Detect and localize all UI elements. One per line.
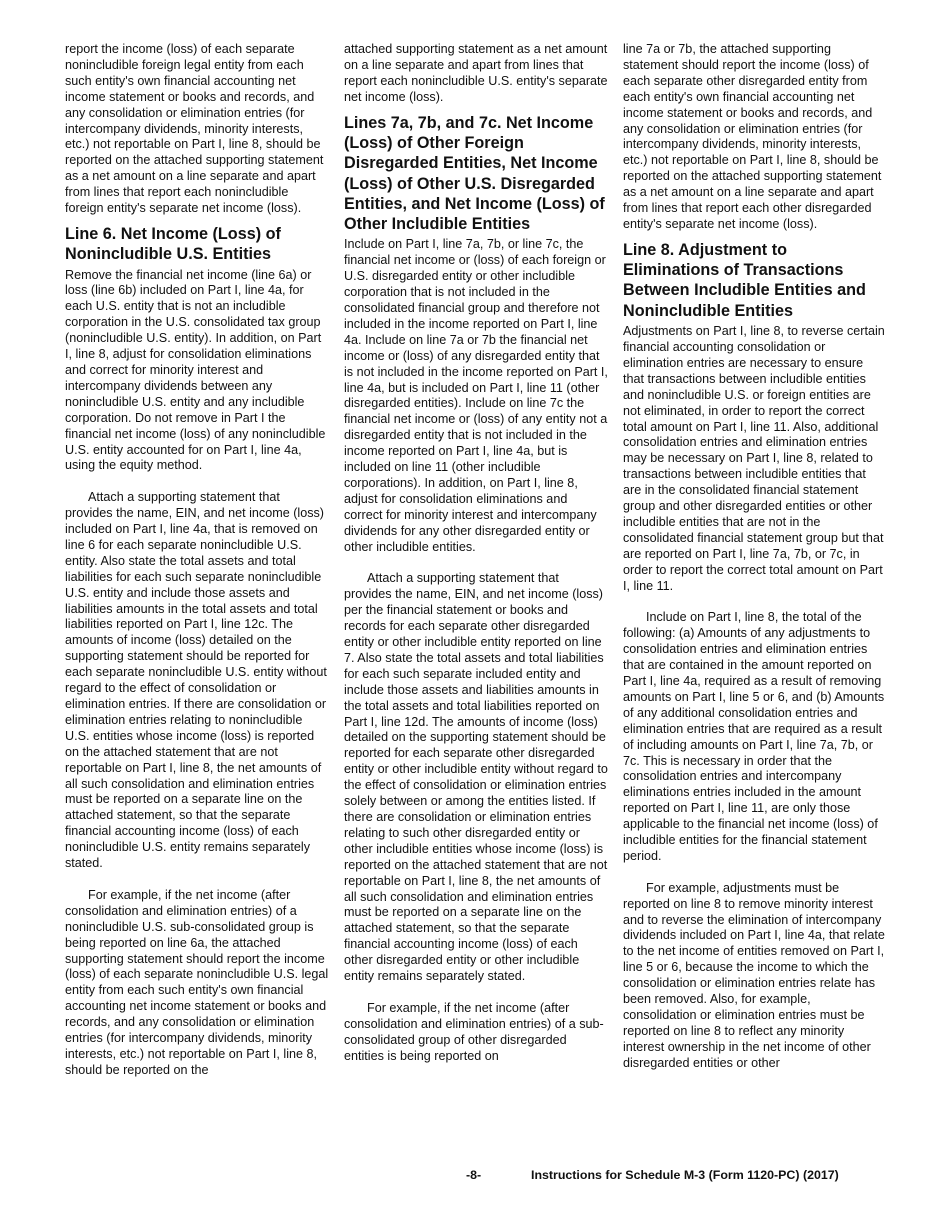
paragraph: attached supporting statement as a net amount on a line separate and apart from lines that report each nonincludible U.S. entity's separate net income (loss). xyxy=(344,42,608,104)
column-2 xyxy=(344,42,608,1065)
paragraph: Adjustments on Part I, line 8, to reverse certain financial accounting consolidation or elimination entries are necessary to ensure that transactions between includible entities and nonincludible U.S. or foreign entities are not eliminated, in order to report the correct total amount on Part I, line 11. Also, additional consolidation entries and elimination entries may be necessary on Part I, line 8, related to transactions between includible entities that are in the consolidated financial statement group and other disregarded entities or other includible entities that are not in the consolidated financial statement group but that are reported on Part I, line 7a, 7b, or 7c, in order to report the correct total amount on Part I, line 11. xyxy=(623,324,885,593)
paragraph: For example, if the net income (after consolidation and elimination entries) of a sub-consolidated group of other disregarded entities is being reported on xyxy=(344,1000,604,1063)
paragraph: report the income (loss) of each separate nonincludible foreign legal entity from each such entity's own financial accounting net income statement or books and records, and any consolidation or elimination entries (for intercompany dividends, minority interests, etc.) not reportable on Part I, line 8, should be reported on the attached supporting statement as a net amount on a line separate and apart from lines that report each nonincludible foreign entity's separate net income (loss). xyxy=(65,42,324,216)
page-number: -8- xyxy=(466,1168,482,1182)
paragraph: Include on Part I, line 7a, 7b, or line 7c, the financial net income or (loss) of each foreign or U.S. disregarded entity or other includible corporation that is not included in the consolidated financial group and therefore not included in the income reported on Part I, line 4a. Include on line 7a or 7b the financial net income or (loss) of any disregarded entity that is not included in the income reported on Part I, line 4a, but is included on Part I, line 11 (other disregarded entities). Include on line 7c the financial net income or (loss) of any entity not a disregarded entity that is not included in the income reported on Part I, line 4a, but is included on line 11 (other includible corporations). In addition, on Part I, line 8, adjust for consolidation eliminations and correct for minority interest and intercompany dividends for any other disregarded entity or other includible entities. xyxy=(344,237,608,554)
section-heading-line-8: Line 8. Adjustment to Eliminations of Transactions Between Includible Entities and Nonincludible Entities xyxy=(623,240,866,320)
section-heading-lines-7a-7b-7c: Lines 7a, 7b, and 7c. Net Income (Loss) of Other Foreign Disregarded Entities, Net Income (Loss) of Other U.S. Disregarded Entities, and Net Income (Loss) of Other Includible Entities xyxy=(344,113,605,234)
column-1 xyxy=(65,42,329,1079)
paragraph: Remove the financial net income (line 6a) or loss (line 6b) included on Part I, line 4a, for each U.S. entity that is not an includible corporation in the U.S. consolidated tax group (nonincludible U.S. entity). In addition, on Part I, line 8, adjust for consolidation eliminations and correct for minority interest and intercompany dividends between any nonincludible U.S. entity and any includible corporation. Do not remove in Part I the financial net income (loss) of any nonincludible U.S. entity accounted for on Part I, line 4a, using the equity method. xyxy=(65,267,326,473)
paragraph: line 7a or 7b, the attached supporting statement should report the income (loss) of each separate other disregarded entity from each entity's own financial accounting net income statement or books and records, and any consolidation or elimination entries (for intercompany dividends, minority interests, etc.) not reportable on Part I, line 8, should be reported on the attached supporting statement as a net amount on a line separate and apart from lines that report each other disregarded entity's separate net income (loss). xyxy=(623,42,882,231)
paragraph: Include on Part I, line 8, the total of the following: (a) Amounts of any adjustments to consolidation entries and elimination entries that are contained in the amount reported on Part I, line 4a, required as a result of removing amounts on Part I, line 5 or 6, and (b) Amounts of any additional consolidation entries and elimination entries that are required as a result of including amounts on Part I, line 7a, 7b, or 7c. This is necessary in order that the consolidation entries and intercompany eliminations entries included in the amount reported on Part I, line 11, are only those applicable to the financial net income (loss) of includible entities for the financial statement period. xyxy=(623,610,885,863)
paragraph: Attach a supporting statement that provides the name, EIN, and net income (loss) included on Part I, line 4a, that is removed on line 6 for each separate nonincludible U.S. entity. Also state the total assets and total liabilities for each such separate nonincludible U.S. entity and include those assets and liabilities amounts in the total assets and total liabilities reported on Part I, line 12c. The amounts of income (loss) detailed on the supporting statement should be reported for each separate nonincludible U.S. entity without regard to the effect of consolidation or elimination entries. If there are consolidation or elimination entries relating to nonincludible U.S. entities whose income (loss) is reported on the attached statement that are not reportable on Part I, line 8, the net amounts of all such consolidation and elimination entries must be reported on a separate line on the attached statement, so that the separate financial accounting income (loss) of each nonincludible U.S. entity remains separately stated. xyxy=(65,490,327,871)
paragraph: For example, adjustments must be reported on line 8 to remove minority interest and to reverse the elimination of intercompany dividends included on Part I, line 4a, that relate to the net income of entities removed on Part I, line 5 or 6, because the income to which the consolidation or elimination entries relate has been removed. Also, for example, consolidation or elimination entries must be reported on line 8 to reflect any minority interest ownership in the net income of other disregarded entities or other xyxy=(623,880,885,1070)
column-3 xyxy=(623,42,887,1072)
paragraph: For example, if the net income (after consolidation and elimination entries) of a nonincludible U.S. sub-consolidated group is being reported on line 6a, the attached supporting statement should report the income (loss) of each separate nonincludible U.S. legal entity from each such entity's own financial accounting net income statement or books and records, and any consolidation or elimination entries (for intercompany dividends, minority interests, etc.) not reportable on Part I, line 8, should be reported on the xyxy=(65,887,329,1077)
section-heading-line-6: Line 6. Net Income (Loss) of Nonincludible U.S. Entities xyxy=(65,224,281,264)
paragraph: Attach a supporting statement that provides the name, EIN, and net income (loss) per the financial statement or books and records for each separate other disregarded entity or other includible entity reported on line 7. Also state the total assets and total liabilities for each such separate included entity and include those assets and liabilities amounts in the total assets and total liabilities reported on Part I, line 12d. The amounts of income (loss) detailed on the supporting statement should be reported for each separate other disregarded entity or other includible entity without regard to the effect of consolidation or elimination entries solely between or among the entities listed. If there are consolidation or elimination entries relating to such other disregarded entity or other includible entities whose income (loss) is reported on the attached statement that are not reportable on Part I, line 8, the net amounts of all such consolidation and elimination entries must be reported on a separate line on the attached statement, so that the separate financial accounting income (loss) of each other disregarded entity or other includible entity remains separately stated. xyxy=(344,571,608,984)
document-title: Instructions for Schedule M-3 (Form 1120-PC) (2017) xyxy=(531,1168,839,1182)
